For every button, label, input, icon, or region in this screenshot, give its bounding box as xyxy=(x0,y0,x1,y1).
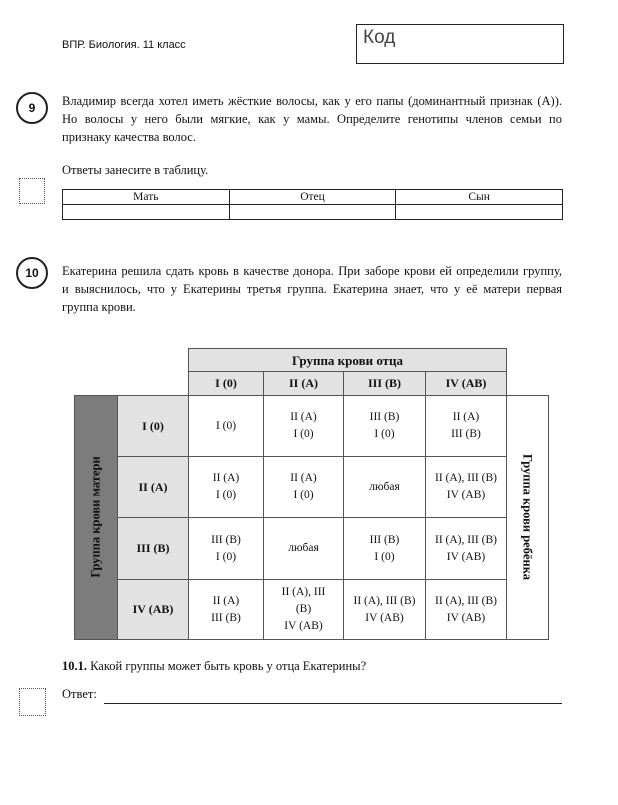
child-group-cell xyxy=(188,579,264,640)
child-group-line: III (B) xyxy=(211,611,241,624)
child-group-cell xyxy=(188,395,264,457)
child-group-cell xyxy=(343,395,426,457)
page-header: ВПР. Биология. 11 класс xyxy=(62,39,186,51)
question-9-line-2: Но волосы у него были мягкие, как у мамы. Определите генотипы членов семьи по xyxy=(62,112,562,126)
child-group-line: I (0) xyxy=(215,419,237,432)
child-group-cell xyxy=(425,579,507,640)
mother-group-3: III (B) xyxy=(117,517,189,580)
question-9-number: 9 xyxy=(16,92,48,124)
child-group-line: IV (AB) xyxy=(284,620,323,632)
question-9-instruction: Ответы занесите в таблицу. xyxy=(62,163,209,177)
child-group-cell xyxy=(425,395,507,457)
child-group-line: IV (AB) xyxy=(446,489,486,501)
child-group-line: IV (AB) xyxy=(365,611,404,624)
child-group-line: I (0) xyxy=(215,489,237,501)
child-group-cell xyxy=(263,579,344,640)
child-group-line: II (A), III (B) xyxy=(353,594,416,607)
child-group-cell xyxy=(343,517,426,580)
child-group-text xyxy=(216,418,236,435)
mother-title: Группа крови матери xyxy=(88,456,103,578)
child-group-line: III (B) xyxy=(451,428,481,440)
child-group-line: IV (AB) xyxy=(446,550,486,563)
child-group-text xyxy=(435,470,497,504)
child-group-cell xyxy=(188,517,264,580)
child-group-text xyxy=(435,593,497,627)
child-group-line: II (A) xyxy=(290,472,317,484)
question-10-1-number: 10.1. xyxy=(62,659,87,673)
mother-group-4: IV (AB) xyxy=(117,579,189,640)
child-group-line: II (A), III (B) xyxy=(435,594,497,607)
child-group-text xyxy=(211,593,241,627)
child-group-text xyxy=(370,532,400,566)
child-group-text xyxy=(435,532,497,566)
answer-line[interactable] xyxy=(104,703,562,704)
mother-group-1: I (0) xyxy=(117,395,189,457)
question-10-1-score-box[interactable] xyxy=(19,688,46,716)
child-group-line: II (A) xyxy=(212,472,240,484)
child-group-cell xyxy=(263,456,344,518)
child-group-line: III (B) xyxy=(211,533,241,546)
question-9-line-3: признаку качества волос. xyxy=(62,130,196,144)
child-group-line: (B) xyxy=(295,603,312,615)
father-group-4: IV (AB) xyxy=(425,371,507,396)
question-10-number: 10 xyxy=(16,257,48,289)
child-group-text xyxy=(451,409,481,443)
child-group-text xyxy=(288,540,319,557)
child-group-line: II (A) xyxy=(452,411,480,423)
child-group-line: III (B) xyxy=(369,411,400,423)
child-group-line: I (0) xyxy=(215,550,237,563)
child-group-line: II (A) xyxy=(212,594,240,607)
child-group-text xyxy=(370,409,400,443)
child-group-text xyxy=(211,532,241,566)
question-9-line-1: Владимир всегда хотел иметь жёсткие волосы, как у его папы (доминантный признак (А)). xyxy=(62,94,562,108)
child-group-text xyxy=(369,479,400,496)
child-group-line: II (A), III xyxy=(281,586,326,598)
child-group-cell xyxy=(263,517,344,580)
child-group-cell xyxy=(343,579,426,640)
child-group-cell xyxy=(343,456,426,518)
child-group-line: любая xyxy=(288,542,319,554)
question-10-1 xyxy=(62,657,366,675)
child-group-cell xyxy=(188,456,264,518)
child-group-line: I (0) xyxy=(293,428,314,440)
column-son: Сын xyxy=(396,190,563,205)
father-group-2: II (A) xyxy=(263,371,344,396)
child-group-cell xyxy=(425,517,507,580)
child-group-cell xyxy=(425,456,507,518)
question-10-line-3: группа крови. xyxy=(62,300,136,314)
child-group-line: I (0) xyxy=(374,428,395,440)
child-group-line: II (A), III (B) xyxy=(435,472,497,484)
child-group-line: III (B) xyxy=(369,533,400,546)
question-10-line-2: и выяснилось, что у Екатерины третья группа. Екатерина знает, что у её матери первая xyxy=(62,282,562,296)
child-group-text xyxy=(354,593,416,627)
column-mother: Мать xyxy=(63,190,230,205)
mother-group-2: II (A) xyxy=(117,456,189,518)
child-group-cell xyxy=(263,395,344,457)
child-group-text xyxy=(290,409,317,443)
answer-label: Ответ: xyxy=(62,687,97,701)
child-group-line: II (A) xyxy=(290,411,317,423)
child-group-line: любая xyxy=(369,480,400,493)
child-title: Группа крови ребёнка xyxy=(520,454,535,580)
father-title: Группа крови отца xyxy=(188,348,507,372)
column-father: Отец xyxy=(229,190,396,205)
child-group-line: I (0) xyxy=(374,550,395,563)
father-group-1: I (0) xyxy=(188,371,264,396)
child-group-text xyxy=(213,470,240,504)
question-10-1-text: Какой группы может быть кровь у отца Екатерины? xyxy=(90,659,367,673)
child-group-text xyxy=(290,470,317,504)
code-label: Код xyxy=(363,27,396,48)
child-group-line: I (0) xyxy=(293,489,314,501)
question-10-line-1: Екатерина решила сдать кровь в качестве донора. При заборе крови ей определили группу, xyxy=(62,264,562,278)
child-group-line: II (A), III (B) xyxy=(435,533,497,546)
father-group-3: III (B) xyxy=(343,371,426,396)
child-group-line: IV (AB) xyxy=(446,611,486,624)
child-group-text xyxy=(282,584,326,635)
